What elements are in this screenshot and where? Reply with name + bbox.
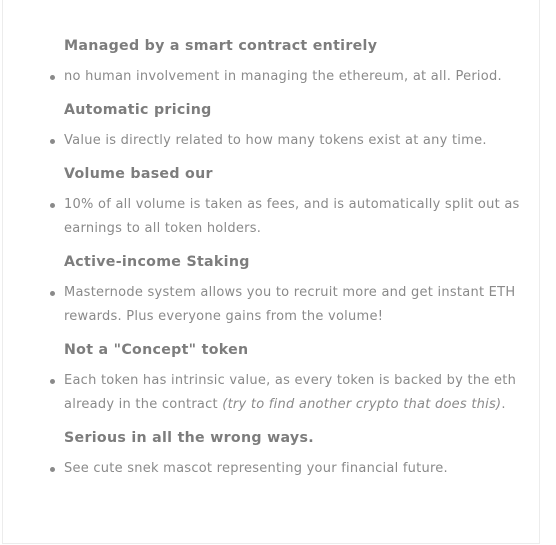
feature-description-text: Masternode system allows you to recruit more and get instant ETH rewards. Plus everyone gains from the volume! xyxy=(64,285,516,324)
feature-description-text: Each token has intrinsic value, as every token is backed by the eth already in the contract xyxy=(64,373,517,412)
feature-item xyxy=(64,100,526,153)
feature-item xyxy=(64,252,526,329)
feature-title: Active-income Staking xyxy=(64,254,250,270)
feature-item xyxy=(64,164,526,241)
feature-description-text: Value is directly related to how many tokens exist at any time. xyxy=(64,133,487,148)
feature-description xyxy=(64,65,526,89)
feature-description-text: 10% of all volume is taken as fees, and is automatically split out as earnings to all token holders. xyxy=(64,197,520,236)
feature-title: Serious in all the wrong ways. xyxy=(64,430,314,446)
feature-item xyxy=(64,36,526,89)
feature-description xyxy=(64,129,526,153)
feature-description-text: See cute snek mascot representing your financial future. xyxy=(64,461,448,476)
features-card xyxy=(2,0,540,544)
feature-title: Volume based our xyxy=(64,166,213,182)
feature-description-tail: . xyxy=(501,397,506,412)
bullet-icon xyxy=(50,139,55,144)
feature-description xyxy=(64,281,526,329)
feature-title: Automatic pricing xyxy=(64,102,212,118)
feature-description-italic: (try to find another crypto that does this) xyxy=(222,397,502,412)
feature-item xyxy=(64,340,526,417)
bullet-icon xyxy=(50,203,55,208)
feature-list xyxy=(64,36,526,492)
bullet-icon xyxy=(50,379,55,384)
feature-title: Managed by a smart contract entirely xyxy=(64,38,378,54)
bullet-icon xyxy=(50,75,55,80)
feature-description xyxy=(64,457,526,481)
feature-title: Not a "Concept" token xyxy=(64,342,249,358)
bullet-icon xyxy=(50,467,55,472)
feature-description-text: no human involvement in managing the ethereum, at all. Period. xyxy=(64,69,502,84)
bullet-icon xyxy=(50,291,55,296)
feature-item xyxy=(64,428,526,481)
feature-description xyxy=(64,369,526,417)
feature-description xyxy=(64,193,526,241)
